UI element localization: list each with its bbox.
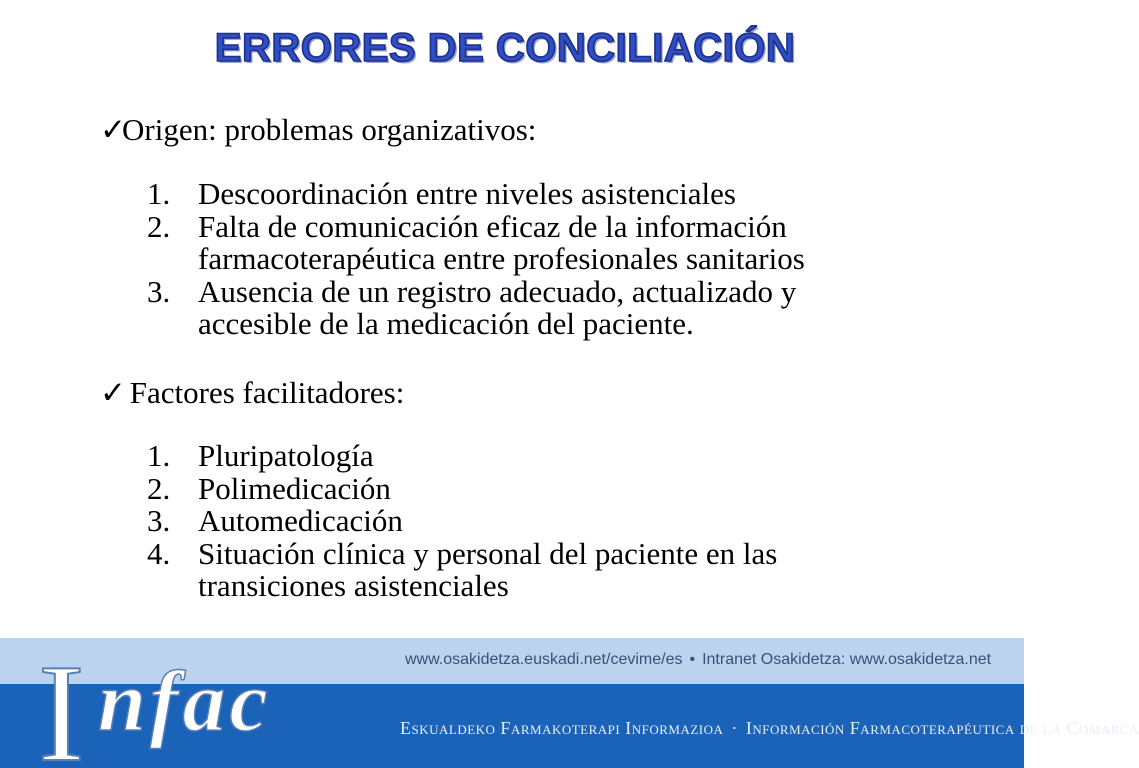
list-item: 4. Situación clínica y personal del paciente en las transiciones asistenciales [147,535,778,603]
cevime-link[interactable]: www.osakidetza.euskadi.net/cevime/es [405,651,683,668]
footer-tagline: Eskualdeko Farmakoterapi Informazioa · Información Farmacoterapéutica de la Comarca [400,718,1139,738]
factores-list [0,440,898,603]
list-item: 2. Polimedicación [147,470,391,506]
origen-list [0,178,898,341]
logo-letter-i: I [38,636,85,768]
list-item: 3. Automedicación [147,503,403,538]
list-item: 1. Pluripatología [147,438,374,473]
separator-dot: • [689,651,696,668]
section-heading-origen: ✓Origen: problemas organizativos: [100,112,537,147]
slide-title: ERRORES DE CONCILIACIÓN [214,26,796,70]
checkmark-icon: ✓ [100,375,126,410]
list-item: 3. Ausencia de un registro adecuado, actualizado y accesible de la medicación del paciente. [147,273,797,341]
intranet-link[interactable]: Intranet Osakidetza: www.osakidetza.net [702,651,992,668]
logo-letters-nfac: nfac [98,653,272,749]
checkmark-icon: ✓ [100,112,126,147]
footer-links [405,651,991,669]
infac-logo [30,638,360,768]
section-heading-factores: ✓ Factores facilitadores: [100,375,405,410]
list-item: 1. Descoordinación entre niveles asistenciales [147,176,736,211]
list-item: 2. Falta de comunicación eficaz de la información farmacoterapéutica entre profesionales sanitarios [147,208,805,276]
